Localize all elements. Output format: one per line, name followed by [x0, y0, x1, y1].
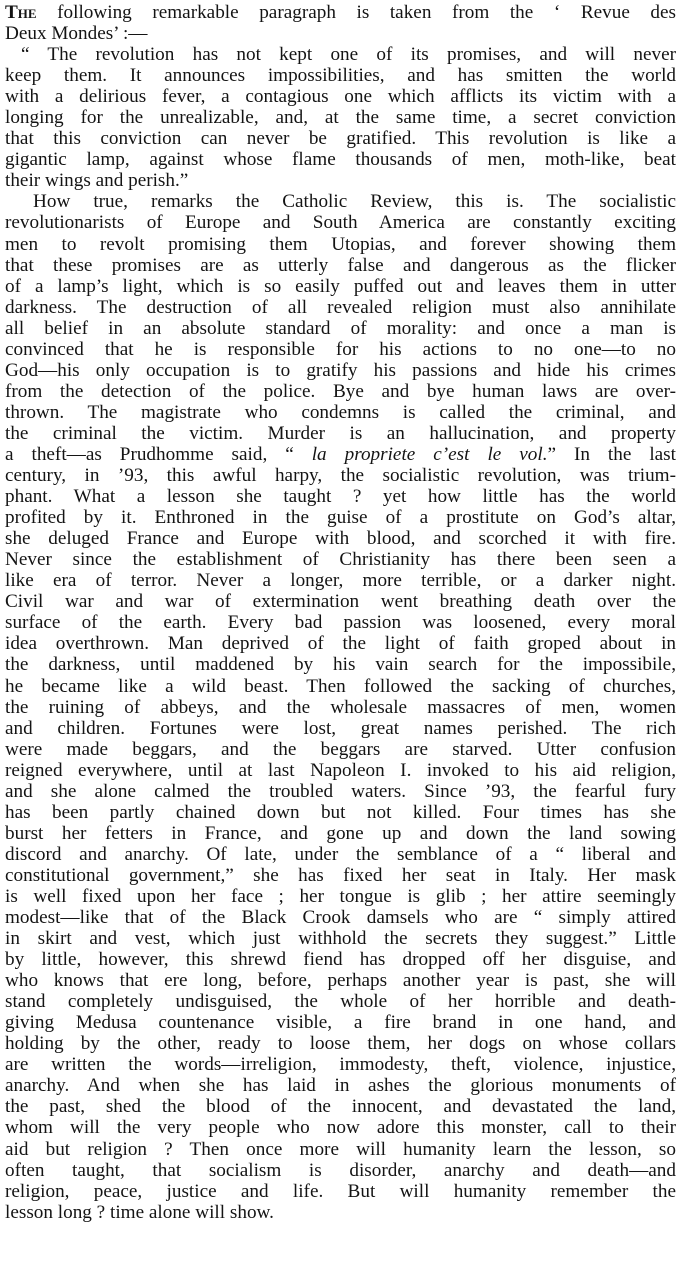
body-line: burst her fetters in France, and gone up and down the land sowing — [5, 822, 676, 844]
body-line: the darkness, until maddened by his vain search for the impossibile, — [5, 654, 676, 676]
lead-smallcaps: The — [5, 2, 37, 23]
body-line: the past, shed the blood of the innocent, and devastated the land, — [5, 1096, 676, 1118]
quote-line: with a delirious fever, a contagious one which afflicts its victim with a — [5, 86, 676, 108]
body-line: surface of the earth. Every bad passion was loosened, every moral — [5, 612, 676, 634]
body-line: discord and anarchy. Of late, under the semblance of a “ liberal and — [5, 843, 676, 865]
body-line: often taught, that socialism is disorder, anarchy and death—and — [5, 1159, 676, 1181]
body-line: revolutionarists of Europe and South America are constantly exciting — [5, 212, 676, 234]
body-line: like era of terror. Never a longer, more terrible, or a darker night. — [5, 570, 676, 592]
body-line: century, in ’93, this awful harpy, the socialistic revolution, was trium- — [5, 465, 676, 487]
body-line: who knows that ere long, before, perhaps another year is past, she will — [5, 970, 676, 992]
intro-line-1: The following remarkable paragraph is taken from the ‘ Revue des — [5, 2, 676, 23]
body-line: the criminal the victim. Murder is an hallucination, and property — [5, 422, 676, 444]
body-line: he became like a wild beast. Then followed the sacking of churches, — [5, 675, 676, 697]
body-line: all belief in an absolute standard of morality: and once a man is — [5, 317, 676, 339]
body-line: are written the words—irreligion, immodesty, theft, violence, injustice, — [5, 1054, 676, 1076]
body-line: in skirt and vest, which just withhold the secrets they suggest.” Little — [5, 928, 676, 950]
body-line: modest—like that of the Black Crook damsels who are “ simply attired — [5, 907, 676, 929]
body-line: of a lamp’s light, which is so easily puffed out and leaves them in utter — [5, 275, 676, 297]
quote-line: that this conviction can never be gratified. This revolution is like a — [5, 128, 676, 150]
french-quote: la propriete c’est le vol. — [311, 443, 548, 465]
body-line: lesson long ? time alone will show. — [5, 1201, 274, 1223]
body-line: has been partly chained down but not killed. Four times has she — [5, 801, 676, 823]
quote-line: their wings and perish.” — [5, 170, 189, 192]
article-text — [5, 2, 676, 1223]
body-line: reigned everywhere, until at last Napoleon I. invoked to his aid religion, — [5, 759, 676, 781]
body-line: stand completely undisguised, the whole of her horrible and death- — [5, 991, 676, 1013]
body-line: is well fixed upon her face ; her tongue is glib ; her attire seemingly — [5, 885, 676, 907]
body-line: convinced that he is responsible for his actions to no one—to no — [5, 338, 676, 360]
body-line: Civil war and war of extermination went breathing death over the — [5, 591, 676, 613]
body-line: she deluged France and Europe with blood, and scorched it with fire. — [5, 528, 676, 550]
body-line: aid but religion ? Then once more will humanity learn the lesson, so — [5, 1138, 676, 1160]
body-line: phant. What a lesson she taught ? yet how little has the world — [5, 486, 676, 508]
quote-line: longing for the unrealizable, and, at the same time, a secret conviction — [5, 107, 676, 129]
body-line: profited by it. Enthroned in the guise of a prostitute on God’s altar, — [5, 507, 676, 529]
body-line: and children. Fortunes were lost, great names perished. The rich — [5, 717, 676, 739]
body-line: religion, peace, justice and life. But will humanity remember the — [5, 1180, 676, 1202]
body-line: holding by the other, ready to loose them, her dogs on whose collars — [5, 1033, 676, 1055]
body-line: anarchy. And when she has laid in ashes the glorious monuments of — [5, 1075, 676, 1097]
body-line: that these promises are as utterly false and dangerous as the flicker — [5, 254, 676, 276]
body-line: thrown. The magistrate who condemns is called the criminal, and — [5, 401, 676, 423]
theft-line: a theft—as Prudhomme said, “ la propriete c’est le vol.” In the last — [5, 443, 676, 465]
body-line: men to revolt promising them Utopias, and forever showing them — [5, 233, 676, 255]
body-line: How true, remarks the Catholic Review, this is. The socialistic — [33, 191, 676, 213]
body-line: constitutional government,” she has fixed her seat in Italy. Her mask — [5, 864, 676, 886]
quote-line: “ The revolution has not kept one of its promises, and will never — [21, 44, 676, 66]
body-line: darkness. The destruction of all revealed religion must also annihilate — [5, 296, 676, 318]
body-line: the ruining of abbeys, and the wholesale massacres of men, women — [5, 696, 676, 718]
intro-line-2: Deux Mondes’ :— — [5, 23, 148, 45]
body-line: were made beggars, and the beggars are starved. Utter confusion — [5, 738, 676, 760]
quote-line: keep them. It announces impossibilities, and has smitten the world — [5, 65, 676, 87]
body-line: Never since the establishment of Christianity has there been seen a — [5, 549, 676, 571]
body-line: by little, however, this shrewd fiend has dropped off her disguise, and — [5, 949, 676, 971]
body-line: from the detection of the police. Bye and bye human laws are over- — [5, 380, 676, 402]
body-line: giving Medusa countenance visible, a fire brand in one hand, and — [5, 1012, 676, 1034]
body-line: God—his only occupation is to gratify his passions and hide his crimes — [5, 359, 676, 381]
body-line: idea overthrown. Man deprived of the light of faith groped about in — [5, 633, 676, 655]
body-line: and she alone calmed the troubled waters. Since ’93, the fearful fury — [5, 780, 676, 802]
body-line: whom will the very people who now adore this monster, call to their — [5, 1117, 676, 1139]
quote-line: gigantic lamp, against whose flame thousands of men, moth-like, beat — [5, 149, 676, 171]
